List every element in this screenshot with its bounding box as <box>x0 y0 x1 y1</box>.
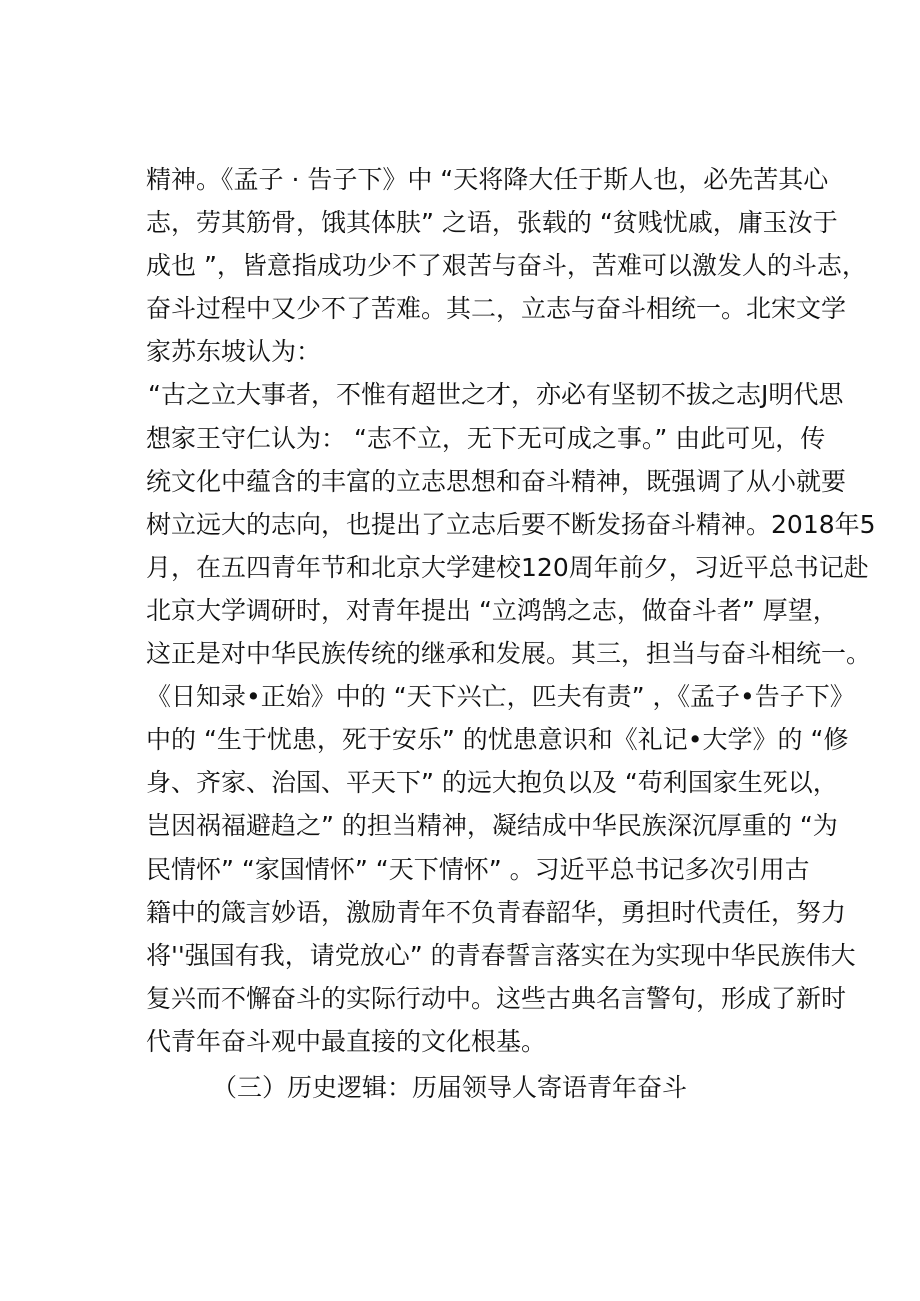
text-line: 这正是对中华民族传统的继承和发展。其三，担当与奋斗相统一。 <box>146 639 872 669</box>
text-line: 成也 ”，皆意指成功少不了艰苦与奋斗，苦难可以激发人的斗志， <box>146 251 867 281</box>
text-line: 《日知录•正始》中的 “天下兴亡，匹夫有责” ，《孟子•告子下》 <box>146 682 855 712</box>
text-line: 志，劳其筋骨，饿其体肤” 之语，张载的 “贫贱忧戚，庸玉汝于 <box>146 208 838 238</box>
text-line: 统文化中蕴含的丰富的立志思想和奋斗精神，既强调了从小就要 <box>146 466 847 496</box>
text-line: 岂因祸福避趋之” 的担当精神，凝结成中华民族深沉厚重的 “为 <box>146 811 838 841</box>
text-line: 籍中的箴言妙语，激励青年不负青春韶华，勇担时代责任，努力 <box>146 897 847 927</box>
text-line: 月，在五四青年节和北京大学建校120周年前夕，习近平总书记赴 <box>146 552 869 582</box>
text-line: 奋斗过程中又少不了苦难。其二，立志与奋斗相统一。北宋文学 <box>146 294 847 324</box>
text-line: 精神。《孟子 · 告子下》中 “天将降大任于斯人也，必先苦其心 <box>146 165 829 194</box>
text-line: 复兴而不懈奋斗的实际行动中。这些古典名言警句，形成了新时 <box>146 983 847 1013</box>
text-line: 想家王守仁认为： “志不立，无下无可成之事。” 由此可见，传 <box>146 423 826 453</box>
body-text <box>146 158 876 1063</box>
text-line: “古之立大事者，不惟有超世之才，亦必有坚韧不拔之志J明代思 <box>148 380 844 410</box>
text-line: 代青年奋斗观中最直接的文化根基。 <box>146 1026 547 1056</box>
text-line: 身、齐家、治国、平天下” 的远大抱负以及 “苟利国家生死以， <box>146 768 838 798</box>
section-heading: （三）历史逻辑：历届领导人寄语青年奋斗 <box>212 1073 688 1102</box>
text-line: 中的 “生于忧患，死于安乐” 的忧患意识和《礼记•大学》的 “修 <box>146 725 849 755</box>
text-line: 家苏东坡认为： <box>146 337 322 367</box>
text-line: 树立远大的志向，也提出了立志后要不断发扬奋斗精神。2018年5 <box>146 509 876 539</box>
text-line: 将''强国有我，请党放心” 的青春誓言落实在为实现中华民族伟大 <box>146 940 856 970</box>
text-line: 北京大学调研时，对青年提出 “立鸿鹄之志，做奋斗者” 厚望， <box>146 595 838 625</box>
text-line: 民情怀” “家国情怀” “天下情怀” 。习近平总书记多次引用古 <box>146 854 810 884</box>
